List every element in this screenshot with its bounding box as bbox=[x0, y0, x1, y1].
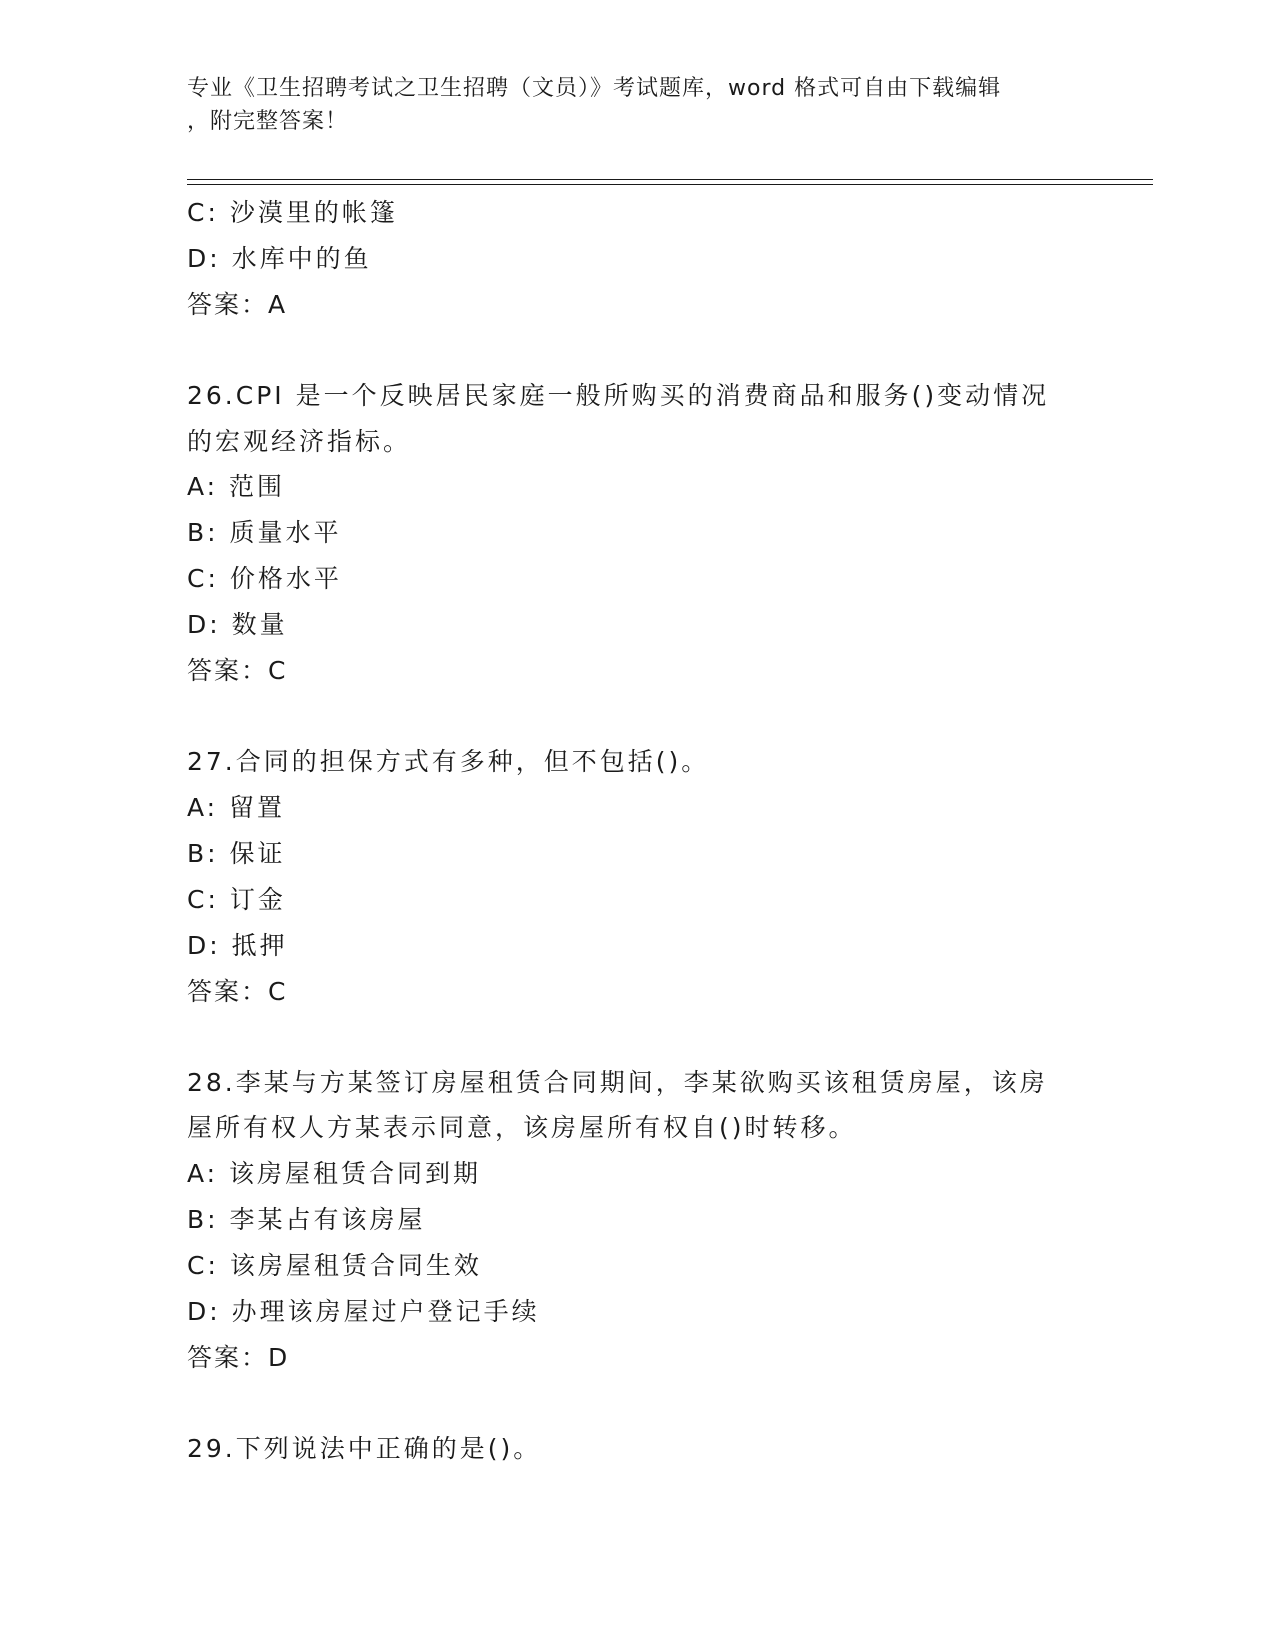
question-27 bbox=[187, 739, 1127, 1015]
option-b: B: 李某占有该房屋 bbox=[187, 1204, 426, 1234]
answer-line: 答案：A bbox=[187, 290, 288, 319]
answer-line: 答案：D bbox=[187, 1342, 290, 1372]
question-25-tail bbox=[187, 190, 1127, 328]
option-a: A: 留置 bbox=[187, 792, 286, 822]
spacer bbox=[187, 1381, 1127, 1426]
option-c: C: 该房屋租赁合同生效 bbox=[187, 1250, 482, 1280]
document-header bbox=[187, 72, 1087, 138]
question-stem: 26.CPI 是一个反映居民家庭一般所购买的消费商品和服务()变动情况 bbox=[187, 381, 1050, 410]
option-c: C: 沙漠里的帐篷 bbox=[187, 198, 398, 227]
option-d: D: 办理该房屋过户登记手续 bbox=[187, 1296, 540, 1326]
option-a: A: 该房屋租赁合同到期 bbox=[187, 1158, 482, 1188]
answer-line: 答案：C bbox=[187, 656, 288, 685]
question-stem: 28.李某与方某签订房屋租赁合同期间，李某欲购买该租赁房屋，该房 bbox=[187, 1067, 1048, 1097]
header-line-2: ，附完整答案！ bbox=[187, 109, 349, 134]
question-stem: 29.下列说法中正确的是()。 bbox=[187, 1433, 542, 1463]
option-a: A: 范围 bbox=[187, 472, 286, 501]
header-line-1: 专业《卫生招聘考试之卫生招聘（文员）》考试题库，word 格式可自由下载编辑 bbox=[187, 76, 1002, 101]
option-b: B: 质量水平 bbox=[187, 518, 342, 547]
question-stem: 27.合同的担保方式有多种，但不包括()。 bbox=[187, 747, 710, 776]
option-d: D: 抵押 bbox=[187, 930, 288, 960]
option-c: C: 价格水平 bbox=[187, 564, 342, 593]
question-29 bbox=[187, 1426, 1127, 1472]
option-c: C: 订金 bbox=[187, 884, 286, 914]
question-stem: 的宏观经济指标。 bbox=[187, 426, 412, 456]
header-rule-top bbox=[187, 179, 1153, 180]
question-stem: 屋所有权人方某表示同意，该房屋所有权自()时转移。 bbox=[187, 1113, 857, 1142]
question-28 bbox=[187, 1060, 1127, 1381]
spacer bbox=[187, 328, 1127, 373]
question-list bbox=[187, 190, 1127, 1471]
question-26 bbox=[187, 373, 1127, 694]
option-d: D: 水库中的鱼 bbox=[187, 244, 372, 273]
option-b: B: 保证 bbox=[187, 838, 286, 868]
option-d: D: 数量 bbox=[187, 610, 288, 639]
answer-line: 答案：C bbox=[187, 976, 288, 1006]
header-rule-bottom bbox=[187, 184, 1153, 185]
spacer bbox=[187, 1015, 1127, 1060]
spacer bbox=[187, 694, 1127, 739]
